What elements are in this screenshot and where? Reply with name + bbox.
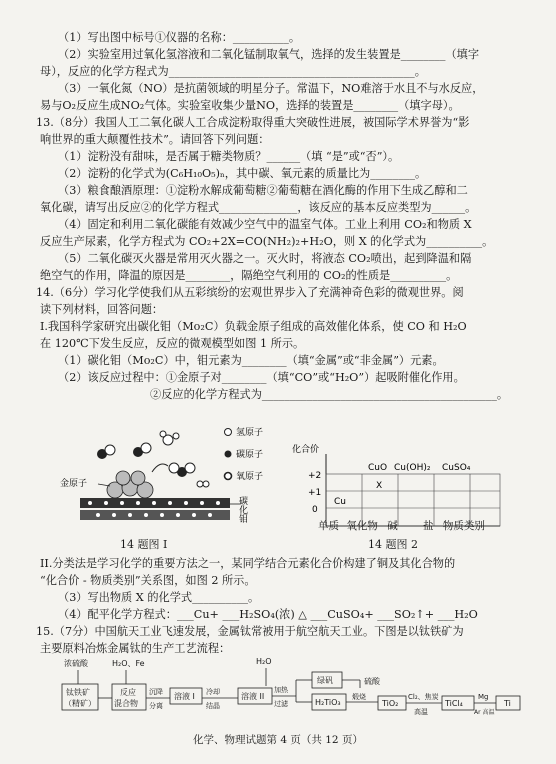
cell-cuso4: CuSO₄ [442, 463, 471, 473]
figure-1-micro-model [60, 412, 280, 532]
xtick-salt: 盐 [423, 520, 434, 532]
solution1-label: 溶液 I [174, 692, 195, 701]
legend-hydrogen: 氢原子 [236, 428, 264, 438]
q14-2b: ②反应的化学方程式为__________________________________________。 [150, 388, 509, 401]
q13-title2: 响世界的重大颠覆性技术”。请回答下列问题： [40, 133, 270, 146]
legend-carbon: 碳原子 [236, 450, 264, 460]
q14-2: （2）该反应过程中：①金原子对________（填“CO”或“H₂O”）起吸附催化作用。 [58, 371, 465, 384]
xtick-oxide: 氧化物 [346, 520, 378, 532]
q13-3: （3）粮食酿酒原理：①淀粉水解成葡萄糖②葡萄糖在酒化酶的作用下生成乙醇和二 [58, 184, 468, 197]
q14-4: （4）配平化学方程式：___Cu+ ___H₂SO₄(浓) △ ___CuSO₄+ ___SO₂↑+ ___H₂O [58, 608, 478, 621]
q13-title: 13.（8分）我国人工二氧化碳人工合成淀粉取得重大突破性进展，被国际学术界誉为“影 [36, 116, 470, 129]
input-sulfuric-acid: 浓硫酸 [64, 659, 88, 668]
q14-I: I.我国科学家研究出碳化钼（Mo₂C）负载金原子组成的高效催化体系，使 CO 和 H₂O [40, 320, 467, 333]
q15-title2: 主要原料冶炼金属钛的生产工艺流程： [40, 642, 231, 655]
q13-5b: 绝空气的作用，降温的原因是________，隔绝空气利用的 CO₂的性质是__________。 [40, 269, 458, 282]
step-cool: 冷却 [206, 688, 220, 696]
q13-1: （1）淀粉没有甜味，是否属于糖类物质？______（填 “是”或“否”）。 [58, 150, 400, 163]
q14-3: （3）写出物质 X 的化学式__________。 [58, 591, 260, 604]
q14-title: 14.（6分）学习化学使我们从五彩缤纷的宏观世界步入了充满神奇色彩的微观世界。阅 [36, 286, 464, 299]
input-water: H₂O [256, 658, 272, 666]
q12-3b: 易与O₂反应生成NO₂气体。实验室收集少量NO，选择的装置是________（填字母）。 [40, 99, 460, 112]
q14-1: （1）碳化钼（Mo₂C）中，钼元素为________（填“金属”或“非金属”）元素。 [58, 354, 444, 367]
tio2-label: TiO₂ [382, 699, 399, 708]
ticl4-label: TiCl₄ [445, 699, 463, 708]
xtick-base: 碱 [387, 520, 398, 532]
step-separate: 分离 [149, 702, 163, 710]
cell-cuo: CuO [368, 463, 388, 473]
input-water-iron: H₂O、Fe [112, 659, 145, 668]
q13-4b: 反应生产尿素，化学方程式为 CO₂+2X=CO(NH₂)₂+H₂O，则 X 的化学式为__________。 [40, 235, 494, 248]
fig2-ylabel: 化合价 [292, 445, 320, 455]
solution2-label: 溶液 II [241, 692, 265, 701]
q14-II: II.分类法是学习化学的重要方法之一，某同学结合元素化合价构建了铜及其化合物的 [40, 557, 456, 570]
cell-cu: Cu [334, 497, 346, 507]
molecules [97, 431, 209, 487]
ore-label: 钛铁矿 [66, 688, 90, 697]
reagent-mg: Mg [478, 693, 489, 701]
step-ar-high-temp: Ar 高温 [474, 709, 495, 716]
step-settle: 沉降 [149, 688, 163, 696]
fig2-xlabel: 物质类别 [442, 520, 485, 532]
green-vitriol-label: 绿矾 [317, 676, 333, 685]
step-high-temp: 高温 [414, 708, 428, 716]
ytick-plus1: +1 [308, 488, 322, 498]
legend-oxygen: 氧原子 [236, 472, 264, 482]
q13-4: （4）固定和利用二氧化碳能有效减少空气中的温室气体。工业上利用 CO₂和物质 X [58, 218, 472, 231]
reactor-label: 反应 [120, 688, 136, 697]
gold-cluster [107, 471, 153, 498]
ti-label: Ti [504, 699, 511, 708]
carbide-substrate [80, 498, 230, 520]
carbide-label: 碳化钼 [237, 496, 247, 523]
q14-II2: “化合价 - 物质类别”关系图，如图 2 所示。 [40, 574, 256, 587]
ore-label2: （精矿） [64, 699, 96, 708]
q12-1: （1）写出图中标号①仪器的名称：__________。 [58, 31, 301, 44]
titanium-process-flowchart [60, 658, 530, 726]
reagent-cl2-coke: Cl₂、焦炭 [408, 693, 439, 701]
q15-title: 15.（7分）中国航天工业飞速发展，金属钛常被用于航空航天工业。下图是以钛铁矿为 [36, 625, 464, 638]
q12-3: （3）一氧化氮（NO）是抗菌领域的明星分子。常温下，NO难溶于水且不与水反应， [58, 82, 484, 95]
step-crystallize: 结晶 [206, 702, 220, 710]
cell-cuoh2: Cu(OH)₂ [394, 463, 431, 473]
q12-2: （2）实验室用过氧化氢溶液和二氧化锰制取氧气，选择的发生装置是________（填字 [58, 48, 480, 61]
fig1-legend [225, 426, 264, 482]
q14-I2: 在 120℃下发生反应，反应的微观模型如图 1 所示。 [40, 337, 305, 350]
q12-2b: 母），反应的化学方程式为____________________________________________。 [40, 65, 426, 78]
step-calcine: 煅烧 [352, 693, 366, 701]
step-heat: 加热 [274, 686, 288, 694]
fig2-xaxis [318, 518, 485, 533]
figure-2-caption: 14 题图 2 [368, 538, 418, 551]
reactor-label2: 混合物 [114, 699, 138, 708]
sulfuric-acid-label: 硫酸 [364, 677, 380, 686]
q13-5: （5）二氧化碳灭火器是常用灭火器之一。灭火时，将液态 CO₂喷出，起到降温和隔 [58, 252, 472, 265]
page-footer: 化学、物理试题第 4 页（共 12 页） [193, 734, 363, 746]
q13-3b: 氧化碳，请写出反应②的化学方程式______________，该反应的基本反应类型为______。 [40, 201, 477, 214]
cell-x: X [376, 481, 383, 491]
q14-title2: 读下列材料，回答问题： [40, 303, 164, 316]
step-filter: 过滤 [274, 700, 288, 708]
gold-atom-label: 金原子 [60, 479, 88, 489]
xtick-element: 单质 [318, 520, 339, 532]
q13-2: （2）淀粉的化学式为(C₆H₁₀O₅)ₙ，其中碳、氧元素的质量比为________。 [58, 167, 427, 180]
h2tio3-label: H₂TiO₃ [315, 698, 341, 707]
figure-1-caption: 14 题图 I [120, 538, 168, 551]
ytick-zero: 0 [312, 505, 318, 515]
ytick-plus2: +2 [308, 471, 322, 481]
